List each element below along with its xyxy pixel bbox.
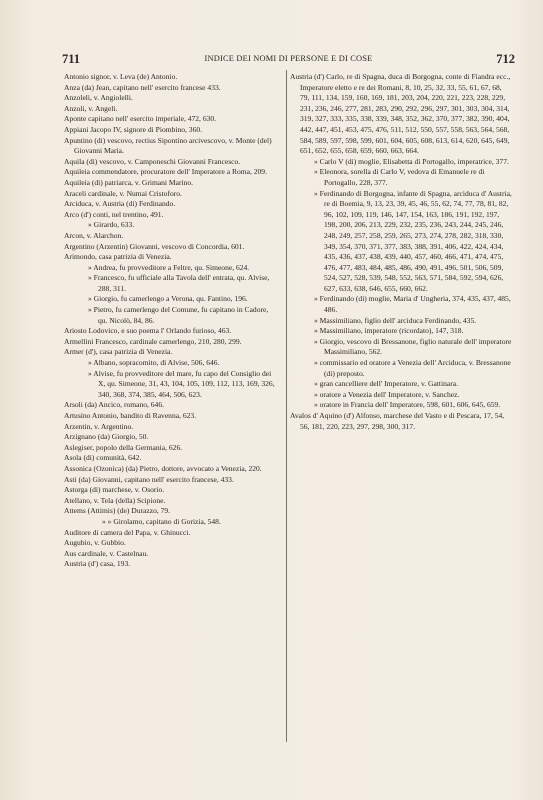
- index-entry: Appiani Jacopo IV, signore di Piombino, 360.: [64, 124, 203, 134]
- index-entry: Artusino Antonio, bandito di Ravenna, 623.: [64, 411, 197, 420]
- page-header: [62, 52, 515, 66]
- index-entry: Aquileia (di) patriarca, v. Grimani Marino.: [64, 177, 194, 187]
- index-column-left: [64, 72, 278, 570]
- index-entry: Arzignano (da) Giorgio, 50.: [64, 432, 149, 442]
- index-entry: Araceli cardinale, v. Numai Cristoforo.: [64, 188, 182, 198]
- index-entry: Anza (da) Jean, capitano nell' esercito francese 433.: [64, 82, 221, 92]
- index-entry: Avalos d' Aquino (d') Alfonso, marchese del Vasto e di Pescara, 17, 54, 56, 181, 220, 223, 297, 298, 300, 317.: [290, 411, 505, 431]
- index-entry: Ariosto Lodovico, e suo poema l' Orlando furioso, 463.: [64, 326, 232, 336]
- running-title: INDICE DEI NOMI DI PERSONE E DI COSE: [204, 54, 373, 63]
- index-column-right: [290, 72, 512, 432]
- index-entry: Aslegiser, popolo della Germania, 626.: [64, 442, 183, 452]
- index-entry: Aus cardinale, v. Castelnau.: [64, 548, 149, 558]
- index-entry: Aquileia commendatore, procuratore dell' Imperatore a Roma, 209.: [64, 167, 267, 177]
- index-entry: Attems (Attimis) (de) Durazzo, 79.: [64, 506, 171, 516]
- index-entry: Augubio, v. Gubbio.: [64, 538, 126, 548]
- index-entry: Austria (d') casa, 193.: [64, 559, 131, 569]
- index-entry: » gran cancelliere dell' Imperatore, v. Gattinara.: [314, 379, 458, 389]
- index-entry: » Albano, sopracomito, di Alvise, 506, 646.: [88, 358, 220, 368]
- index-entry: Aponte capitano nell' esercito imperiale, 472, 630.: [64, 114, 217, 124]
- index-entry: » Eleonora, sorella di Carlo V, vedova di Emanuele re di Portogallo, 228, 377.: [314, 167, 485, 187]
- index-entry: Anzoleli, v. Angiolelli.: [64, 93, 133, 103]
- index-entry: » Giorgio, vescovo di Bressanone, figlio naturale dell' imperatore Massimiliano, 562.: [314, 336, 512, 357]
- index-entry: Armer (d'), casa patrizia di Venezia.: [64, 347, 173, 357]
- index-entry: Aquila (di) vescovo, v. Camponeschi Giovanni Francesco.: [64, 156, 241, 166]
- index-entry: Austria (d') Carlo, re di Spagna, duca di Borgogna, conte di Fiandra ecc., Imperatore eletto e re dei Romani, 8, 10, 25, 32, 33, 55, 61, 67, 68, 79, 111, 134, 159, 160, 169, 181, 203, 204, 220, 221, 223, 228, 229, 231, 236, 246, 277, 281, 283, 290, 292, 296, 297, 301, 303, 304, 314, 319, 327, 333, 335, 338, 339, 348, 352, 362, 370, 377, 382, 390, 404, 442, 447, 451, 453, 475, 476, 511, 512, 550, 557, 558, 563, 564, 568, 584, 589, 597, 598, 599, 601, 604, 605, 608, 613, 614, 620, 645, 649, 651, 652, 655, 658, 659, 660, 663, 664.: [290, 72, 511, 156]
- index-entry: » » Girolamo, capitano di Gorizia, 548.: [102, 516, 221, 526]
- index-entry: Apuntino (di) vescovo, rectius Sipontino arcivescovo, v. Monte (del) Giovanni Maria.: [64, 135, 272, 156]
- index-entry: » Francesco, fu ufficiale alla Tavola dell' entrata, qu. Alvise, 288, 311.: [88, 273, 270, 293]
- index-entry: Assonica (Ozonica) (da) Pietro, dottore, avvocato a Venezia, 220.: [64, 463, 262, 473]
- index-entry: » Ferdinando (di) moglie, Maria d' Ungheria, 374, 435, 437, 485, 486.: [314, 294, 511, 315]
- index-entry: Arco (d') conti, nel trentino, 491.: [64, 209, 164, 219]
- index-entry: » oratore a Venezia dell' Imperatore, v. Sanchez.: [314, 389, 460, 399]
- index-entry: » Carlo V (di) moglie, Elisabetta di Portogallo, imperatrice, 377.: [314, 156, 509, 166]
- index-entry: Auditore di camera del Papa, v. Ghinucci.: [64, 527, 191, 537]
- index-entry: Arciduca, v. Austria (di) Ferdinando.: [64, 199, 176, 209]
- index-entry: Arzentin, v. Argentino.: [64, 421, 134, 431]
- index-entry: Anzoli, v. Angeli.: [64, 103, 118, 113]
- index-entry: » Ferdinando di Borgogna, infante di Spagna, arciduca d' Austria, re di Boemia, 9, 13, 23, 39, 45, 46, 55, 62, 74, 77, 78, 81, 82, 96, 102, 109, 119, 146, 147, 154, 163, 186, 191, 192, 197, 198, 200, 206, 213, 229, 232, 235, 236, 243, 244, 245, 246, 248, 249, 257, 258, 259, 265, 273, 274, 278, 282, 318, 330, 349, 354, 370, 371, 377, 383, 388, 391, 406, 422, 424, 434, 435, 436, 437, 438, 439, 440, 457, 460, 466, 471, 474, 475, 476, 477, 483, 484, 485, 486, 490, 491, 496, 501, 506, 509, 524, 527, 528, 539, 548, 552, 563, 571, 584, 592, 594, 626, 627, 633, 638, 646, 655, 660, 662.: [314, 188, 512, 293]
- index-entry: » Girardo, 633.: [88, 220, 135, 230]
- column-divider: [286, 70, 287, 742]
- index-entry: Arimondo, casa patrizia di Venezia.: [64, 252, 172, 262]
- index-entry: » Alvise, fu provveditore del mare, fu capo del Consiglio dei X, qu. Simeone, 31, 43, 104, 105, 109, 112, 113, 169, 326, 340, 368, 374, 385, 464, 506, 623.: [88, 368, 275, 399]
- page-number-left: 711: [62, 52, 81, 66]
- index-entry: Asola (di) comunità, 642.: [64, 453, 142, 463]
- index-entry: Argentino (Arzentin) Giovanni, vescovo di Concordia, 601.: [64, 241, 245, 251]
- page-number-right: 712: [496, 52, 515, 66]
- index-entry: » Pietro, fu camerlengo del Comune, fu capitano in Cadore, qu. Nicolò, 84, 86.: [88, 305, 269, 325]
- index-entry: » Andrea, fu provveditore a Feltre, qu. Simeone, 624.: [88, 262, 250, 272]
- index-entry: Arcon, v. Alarchon.: [64, 230, 124, 240]
- index-entry: Atellano, v. Tela (della) Scipione.: [64, 495, 166, 505]
- index-entry: Asti (da) Giovanni, capitano nell' esercito francese, 433.: [64, 474, 234, 484]
- index-entry: » Massimiliano, figlio dell' arciduca Ferdinando, 435.: [314, 315, 477, 325]
- index-entry: Antonio signor, v. Leva (de) Antonio.: [64, 72, 178, 81]
- index-entry: » commissario ed oratore a Venezia dell' Arciduca, v. Bressanone (di) preposto.: [314, 358, 511, 378]
- index-entry: » oratore in Francia dell' Imperatore, 598, 601, 606, 645, 659.: [314, 400, 501, 410]
- index-entry: Astorga (di) marchese, v. Osorio.: [64, 485, 165, 495]
- index-entry: Arsoli (da) Ancico, romano, 646.: [64, 400, 164, 410]
- index-entry: Armellini Francesco, cardinale camerlengo, 210, 280, 299.: [64, 336, 242, 346]
- index-entry: » Massimiliano, imperatore (ricordato), 147, 318.: [314, 326, 464, 336]
- index-entry: » Giorgio, fu camerlengo a Verona, qu. Fantino, 196.: [88, 294, 248, 304]
